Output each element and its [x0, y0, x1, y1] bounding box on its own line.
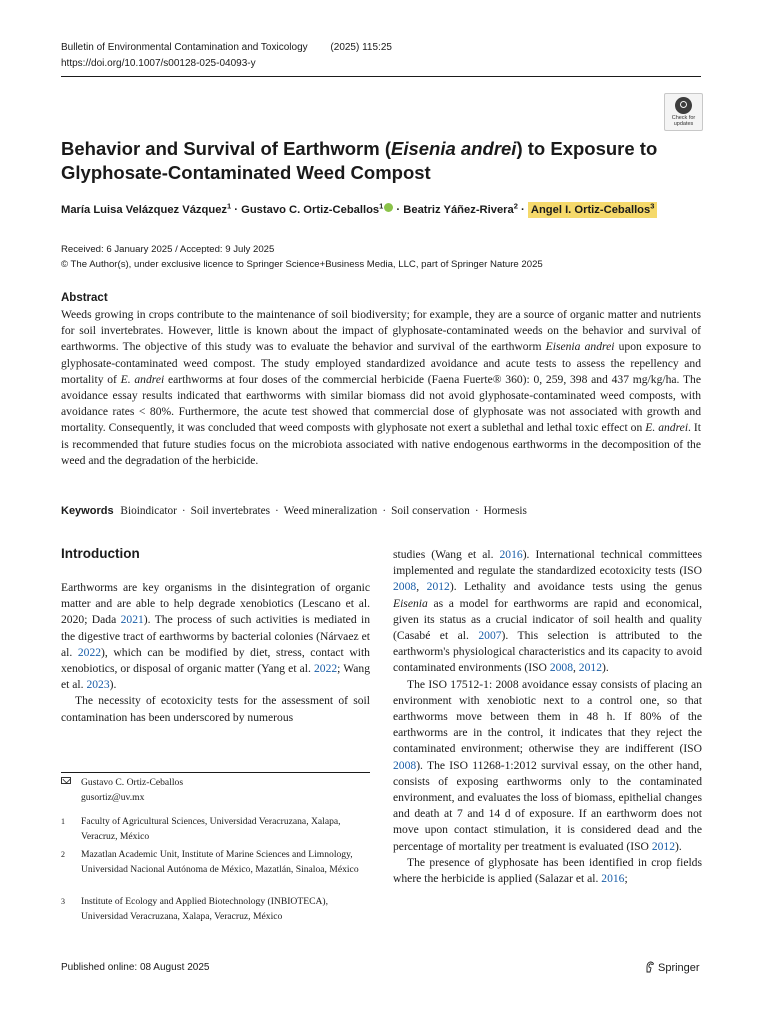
keywords: Keywords Bioindicator · Soil invertebrates · Weed mineralization · Soil conservation · Hormesis: [61, 505, 527, 517]
citation-link[interactable]: 2012: [578, 661, 602, 675]
author-name[interactable]: María Luisa Velázquez Vázquez: [61, 204, 228, 216]
corresponding-email[interactable]: gusortiz@uv.mx: [81, 791, 145, 803]
author-name[interactable]: Gustavo C. Ortiz-Ceballos: [241, 204, 380, 216]
citation-link[interactable]: 2022: [77, 645, 102, 659]
published-date: Published online: 08 August 2025: [61, 962, 210, 973]
affiliation: 1 Faculty of Agricultural Sciences, Universidad Veracruzana, Xalapa, Veracruz, México: [61, 815, 370, 844]
citation-link[interactable]: 2008: [549, 661, 573, 675]
keyword: Bioindicator: [120, 505, 177, 517]
keyword: Soil conservation: [391, 505, 470, 517]
footnote-rule: [61, 772, 370, 773]
citation-link[interactable]: 2016: [499, 548, 523, 561]
citation-link[interactable]: 2012: [426, 580, 450, 594]
intro-paragraph: The ISO 17512-1: 2008 avoidance essay consists of placing an environment with xenobiotic next to a control one, so that earthworms move between them in 48 h. If 80% of the earthworms are in the control, it indicates that they reject the contaminated environment; otherwise they are indifferent (ISO 2008). The ISO 11268-1:2012 survival essay, on the other hand, consists of exposing earthworms only to the contaminated environment, and evaluates the loss of biomass, epithelial changes and death at 7 and 14 d of exposure. If an earthworm does not move upon contact stimulation, it is considered dead and the percentage of mortality per treatment is evaluated (ISO 2012).: [393, 677, 702, 853]
copyright-notice: © The Author(s), under exclusive licence to Springer Science+Business Media, LLC, part of Springer Nature 2025: [61, 259, 543, 270]
citation-link[interactable]: 2012: [651, 839, 676, 853]
check-for-updates-line2: updates: [673, 121, 694, 127]
highlighted-author[interactable]: Angel I. Ortiz-Ceballos$^3$: [528, 202, 658, 218]
keywords-heading: Keywords: [61, 505, 114, 517]
publisher-name: Springer: [658, 962, 700, 974]
corresponding-name: Gustavo C. Ortiz-Ceballos: [81, 777, 184, 788]
springer-horse-icon: [645, 961, 655, 973]
header-rule: [61, 76, 701, 77]
citation-link[interactable]: 2007: [478, 629, 502, 643]
intro-paragraph: The necessity of ecotoxicity tests for the assessment of soil contamination has been underscored by numerous: [61, 694, 370, 724]
citation-link[interactable]: 2008: [393, 580, 417, 594]
intro-paragraph: studies (Wang et al. 2016). International technical committees implemented and regulate the standardized ecotoxicity tests (ISO 2008, 2012). Lethality and avoidance tests using the genus Eisenia as a model for earthworms are rapid and economical, given its status as a crucial indicator of soil health and quality (Casabé et al. 2007). This selection is attributed to the earthworm's physiological characteristics and its capacity to avoid contaminated environments (ISO 2008, 2012).: [393, 548, 703, 675]
volume-info: (2025) 115:25: [330, 42, 392, 53]
check-for-updates-line1: Check for: [671, 115, 696, 121]
running-header: [61, 40, 701, 72]
author-affiliation-mark: 2: [513, 201, 518, 211]
received-accepted: Received: 6 January 2025 / Accepted: 9 July 2025: [61, 244, 275, 255]
introduction-heading: Introduction: [61, 546, 140, 561]
citation-link[interactable]: 2008: [393, 758, 417, 772]
right-column: [393, 547, 702, 887]
article-title: Behavior and Survival of Earthworm (Eisenia andrei) to Exposure to Glyphosate-Contaminated Weed Compost: [61, 138, 658, 183]
affiliation-text: Mazatlan Academic Unit, Institute of Marine Sciences and Limnology, Universidad Nacional Autónoma de México, Mazatlán, Sinaloa, México: [81, 849, 359, 875]
citation-link[interactable]: 2016: [601, 872, 625, 886]
affiliation: 3 Institute of Ecology and Applied Biotechnology (INBIOTECA), Universidad Veracruzana, Xalapa, Veracruz, México: [61, 895, 370, 924]
orcid-icon[interactable]: [384, 203, 393, 212]
intro-paragraph: The presence of glyphosate has been identified in crop fields where the herbicide is applied (Salazar et al. 2016;: [393, 855, 702, 886]
check-for-updates-icon: [675, 97, 692, 114]
article-dates: [61, 242, 701, 272]
author-affiliation-mark: 1: [227, 201, 232, 211]
abstract-text: Weeds growing in crops contribute to the maintenance of soil biodiversity; for example, they are a source of organic matter and nutrients for soil invertebrates. However, little is known about the impact of glyphosate-contaminated weeds on the behavior and survival of earthworms. The objective of this study was to evaluate the behavior and survival of the earthworm Eisenia andrei upon exposure to glyphosate-contaminated weed compost. The study employed standardized avoidance and acute tests to assess the repellency and mortality of E. andrei earthworms at four doses of the commercial herbicide (Faena Fuerte® 360): 0, 259, 398 and 437 mg/kg/ha. The avoidance essay results indicated that earthworms with similar biomass did not avoid glyphosate-contaminated weed composts, with avoidance rates < 80%. Furthermore, the acute test showed that commercial dose of glyphosate was not associated with growth and mortality. Consequently, it was concluded that weed composts with glyphosate not exert a sublethal and lethal toxic effect on E. andrei. It is recommended that future studies focus on the microbiota associated with native endogenous earthworms in the decomposition of the weed and the degradation of the herbicide.: [61, 308, 702, 467]
left-column: [61, 580, 370, 726]
abstract-heading: Abstract: [61, 292, 108, 304]
envelope-icon: [61, 777, 71, 784]
intro-paragraph: Earthworms are key organisms in the disintegration of organic matter and are able to help degrade xenobiotics (Lescano et al. 2020; Dada 2021). The process of such activities is mediated in the digestive tract of earthworms by bacterial colonies (Nárvaez et al. 2022), which can be modified by diet, stress, contact with xenobiotics, or disposal of organic matter (Yang et al. 2022; Wang et al. 2023).: [61, 581, 370, 692]
affiliation-text: Institute of Ecology and Applied Biotechnology (INBIOTECA), Universidad Veracruzana, Xalapa, Veracruz, México: [81, 896, 328, 922]
keyword: Hormesis: [483, 505, 527, 517]
author-affiliation-mark: 1: [379, 201, 384, 211]
check-for-updates-button[interactable]: [664, 93, 703, 131]
citation-link[interactable]: 2021: [120, 613, 144, 627]
doi-link[interactable]: https://doi.org/10.1007/s00128-025-04093-y: [61, 58, 256, 69]
keyword: Weed mineralization: [283, 505, 378, 517]
author-name[interactable]: Beatriz Yáñez-Rivera: [403, 204, 514, 216]
journal-name: Bulletin of Environmental Contamination and Toxicology: [61, 42, 308, 53]
publisher-logo[interactable]: [645, 961, 700, 974]
affiliation-text: Faculty of Agricultural Sciences, Universidad Veracruzana, Xalapa, Veracruz, México: [81, 816, 341, 842]
author-list: María Luisa Velázquez Vázquez$^1$ · Gustavo C. Ortiz-Ceballos$^1$ · Beatriz Yáñez-Rivera$^2$ · Angel I. Ortiz-Ceballos$^3$: [61, 201, 701, 219]
corresponding-author: [61, 776, 370, 805]
keyword: Soil invertebrates: [190, 505, 271, 517]
affiliation: 2 Mazatlan Academic Unit, Institute of Marine Sciences and Limnology, Universidad Nacional Autónoma de México, Mazatlán, Sinaloa, México: [61, 848, 370, 877]
citation-link[interactable]: 2022: [313, 662, 338, 676]
citation-link[interactable]: 2023: [86, 678, 110, 692]
